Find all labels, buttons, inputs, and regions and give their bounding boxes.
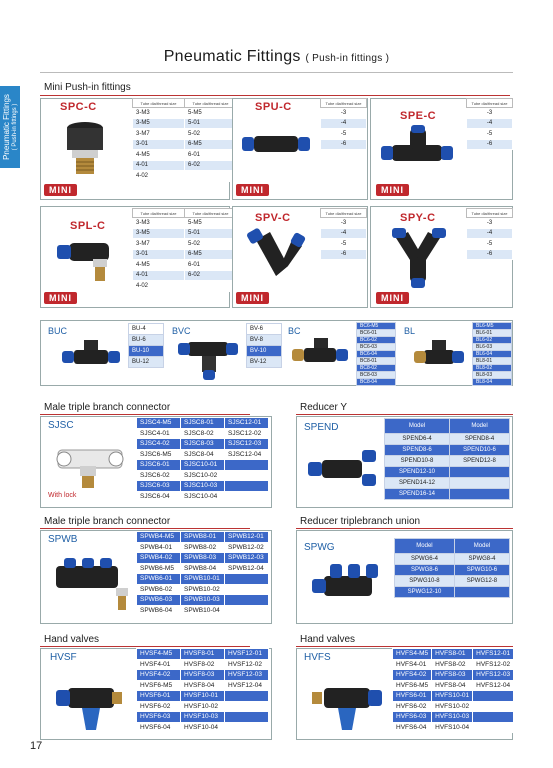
section-mini-push-in: Mini Push-in fittings: [44, 82, 131, 93]
spec-table-spe-c: Tube dia/thread size -3 -4 -5 -6: [466, 98, 513, 150]
v-elbow-fitting-icon: [246, 226, 306, 286]
product-code-bc: BC: [288, 326, 301, 336]
product-code-spend: SPEND: [304, 422, 339, 433]
ball-valve-icon: [290, 336, 352, 372]
ball-valve-icon: [412, 338, 470, 374]
product-code-spl-c: SPL-C: [70, 220, 106, 232]
product-code-spu-c: SPU-C: [255, 101, 292, 113]
section-rule: [40, 646, 250, 647]
spec-table-bl: BL6-M5 BL6-01 BL6-02 BL6-03 BL6-04 BL8-01 BL8-02 BL8-03 BL8-04: [472, 322, 512, 386]
section-reducer-triplebranch: Reducer triplebranch union: [300, 516, 421, 527]
section-rule: [296, 414, 513, 415]
product-code-spwg: SPWG: [304, 542, 335, 553]
product-code-bl: BL: [404, 326, 416, 336]
product-code-hvfs: HVFS: [304, 652, 331, 663]
manifold-connector-icon: [50, 556, 132, 612]
spec-table-sjsc: SJSC4-M5 SJSC8-01 SJSC12-01 SJSC4-01 SJSC8-02 SJSC12-02 SJSC4-02 SJSC8-03 SJSC12-03 SJSC6-M5 SJSC8-04 SJSC12-04 SJSC6-01 SJSC10-01 SJSC6-02 SJSC10-02 SJSC6-03 SJSC10-03 SJSC6-04 SJSC10-04: [136, 417, 269, 502]
side-tab-main: Pneumatic Fittings: [2, 94, 11, 160]
mini-badge: MINI: [236, 184, 269, 196]
section-rule: [296, 646, 513, 647]
spec-table-spv-c: Tube dia/thread size -3 -4 -5 -6: [320, 208, 367, 260]
title-rule: [40, 72, 513, 73]
spec-table-buc: BU-4 BU-6 BU-10 BU-12: [128, 323, 164, 368]
section-reducer-y: Reducer Y: [300, 402, 348, 413]
with-lock-note: With lock: [48, 492, 77, 499]
mini-badge: MINI: [44, 184, 77, 196]
section-rule: [40, 528, 250, 529]
section-rule: [40, 414, 250, 415]
side-tab-label: [2, 86, 20, 168]
section-male-triple-branch: Male triple branch connector: [44, 516, 171, 527]
spec-table-bc: BC6-M5 BC6-01 BC6-02 BC6-03 BC6-04 BC8-01 BC8-02 BC8-03 BC8-04: [356, 322, 396, 386]
elbow-fitting-icon: [55, 233, 127, 283]
page-title: [0, 48, 553, 66]
spec-table-spu-c: Tube dia/thread size -3 -4 -5 -6: [320, 98, 367, 150]
reducer-y-icon: [306, 446, 380, 490]
spec-table-spend: Model Model SPEND6-4 SPEND8-4 SPEND8-6 SPEND10-6 SPEND10-8 SPEND12-8 SPEND12-10 SPEND14-12 SPEND16-14: [384, 418, 510, 500]
mini-badge: MINI: [236, 292, 269, 304]
spec-table-hvsf: HVSF4-M5 HVSF8-01 HVSF12-01 HVSF4-01 HVSF8-02 HVSF12-02 HVSF4-02 HVSF8-03 HVSF12-03 HVSF6-M5 HVSF8-04 HVSF12-04 HVSF6-01 HVSF10-01 HVSF6-02 HVSF10-02 HVSF6-03 HVSF10-03 HVSF6-04 HVSF10-04: [136, 648, 269, 733]
mini-badge: MINI: [376, 292, 409, 304]
union-fitting-icon: [240, 120, 312, 168]
triple-branch-connector-icon: [52, 436, 130, 488]
y-fitting-icon: [388, 226, 454, 288]
spec-table-spwg: Model Model SPWG6-4 SPWG8-4 SPWG8-6 SPWG10-6 SPWG10-8 SPWG12-8 SPWG12-10: [394, 538, 510, 598]
tee-fitting-icon: [378, 125, 456, 180]
product-code-spv-c: SPV-C: [255, 212, 291, 224]
hand-valve-icon: [54, 672, 130, 732]
product-code-spc-c: SPC-C: [60, 101, 97, 113]
product-code-spy-c: SPY-C: [400, 212, 436, 224]
side-tab-sub: ( Push-in fittings ): [12, 103, 18, 151]
hand-valve-icon: [310, 672, 386, 732]
product-code-bvc: BVC: [172, 326, 191, 336]
spec-table-spc-c: Tube dia/thread size Tube dia/thread size 3-M3 5-M5 3-M5 5-01 3-M7 5-02 3-01 6-M5 4-M5 6-01 4-01 6-02 4-02: [132, 98, 237, 182]
product-code-buc: BUC: [48, 326, 68, 336]
section-rule: [40, 95, 510, 96]
product-code-spwb: SPWB: [48, 534, 78, 545]
spec-table-hvfs: HVFS4-M5 HVFS8-01 HVFS12-01 HVFS4-01 HVFS8-02 HVFS12-02 HVFS4-02 HVFS8-03 HVFS12-03 HVFS6-M5 HVFS8-04 HVFS12-04 HVFS6-01 HVFS10-01 HVFS6-02 HVFS10-02 HVFS6-03 HVFS10-03 HVFS6-04 HVFS10-04: [392, 648, 514, 733]
page-title-main: Pneumatic Fittings: [163, 48, 301, 65]
section-rule: [296, 528, 513, 529]
page-number: 17: [30, 740, 43, 752]
product-code-hvsf: HVSF: [50, 652, 77, 663]
spec-table-bvc: BV-6 BV-8 BV-10 BV-12: [246, 323, 282, 368]
mini-badge: MINI: [44, 292, 77, 304]
ball-valve-icon: [178, 334, 240, 380]
section-hand-valves: Hand valves: [44, 634, 100, 645]
spec-table-spwb: SPWB4-M5 SPWB8-01 SPWB12-01 SPWB4-01 SPWB8-02 SPWB12-02 SPWB4-02 SPWB8-03 SPWB12-03 SPWB6-M5 SPWB8-04 SPWB12-04 SPWB6-01 SPWB10-01 SPWB6-02 SPWB10-02 SPWB6-03 SPWB10-03 SPWB6-04 SPWB10-04: [136, 531, 269, 616]
section-male-triple-branch: Male triple branch connector: [44, 402, 171, 413]
spec-table-spy-c: Tube dia/thread size -3 -4 -5 -6: [466, 208, 513, 260]
straight-fitting-icon: [58, 118, 113, 180]
page-title-sub: ( Push-in fittings ): [305, 53, 390, 64]
manifold-union-icon: [310, 562, 382, 612]
spec-table-spl-c: Tube dia/thread size Tube dia/thread size 3-M3 5-M5 3-M5 5-01 3-M7 5-02 3-01 6-M5 4-M5 6-01 4-01 6-02 4-02: [132, 208, 237, 292]
ball-valve-icon: [60, 336, 122, 372]
section-hand-valves: Hand valves: [300, 634, 356, 645]
product-code-sjsc: SJSC: [48, 420, 74, 431]
mini-badge: MINI: [376, 184, 409, 196]
product-code-spe-c: SPE-C: [400, 110, 437, 122]
